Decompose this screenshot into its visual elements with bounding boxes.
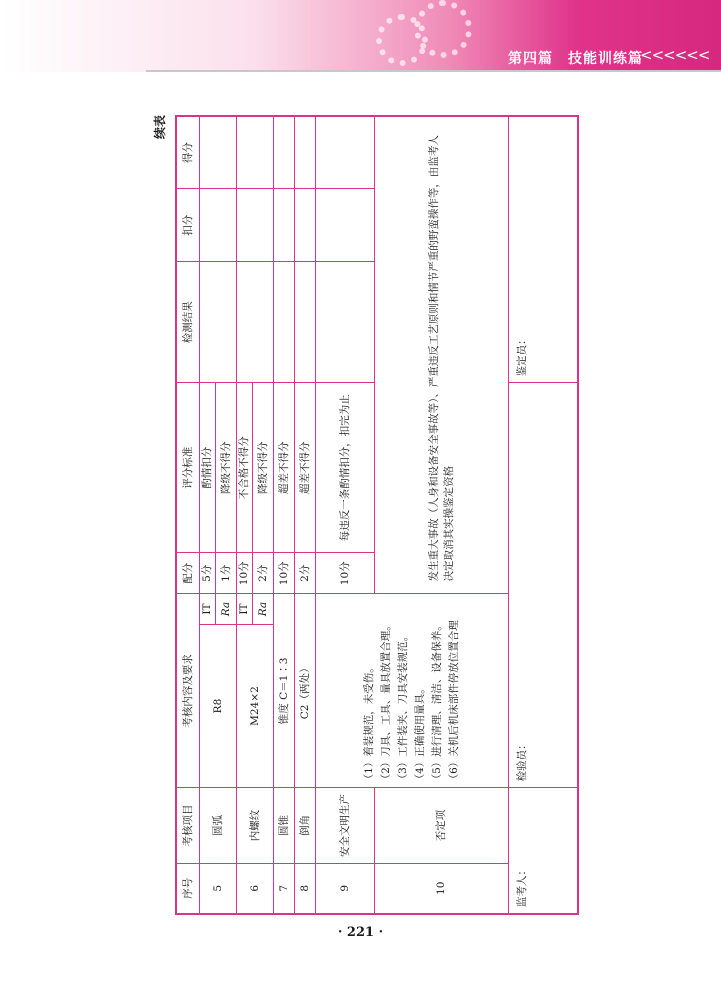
header-divider — [146, 70, 721, 72]
requirement: C2（两处） — [295, 594, 316, 788]
deduction-cell — [316, 189, 375, 262]
score: 2分 — [295, 553, 316, 594]
result-cell — [274, 262, 295, 383]
page-number: · 221 · — [337, 925, 384, 940]
header-cell: 考核项目 — [176, 788, 200, 863]
header-cell: 得分 — [176, 116, 200, 189]
requirement: R8 — [200, 624, 237, 788]
points-cell — [316, 116, 375, 189]
score: 2分 — [253, 553, 274, 594]
header-cell: 检测结果 — [176, 262, 200, 383]
score: 1分 — [216, 553, 237, 594]
header-cell: 扣分 — [176, 189, 200, 262]
score: 10分 — [274, 553, 295, 594]
deduction-cell — [200, 189, 237, 262]
criteria: 降级不得分 — [253, 383, 274, 553]
list-item: （1）着装规范，未受伤。 — [363, 662, 375, 785]
rotated-table-block — [153, 115, 530, 915]
item-name: 倒角 — [295, 788, 316, 863]
table-row — [375, 116, 509, 914]
header-cell: 评分标准 — [176, 383, 200, 553]
row-number: 7 — [274, 863, 295, 914]
result-cell — [237, 262, 274, 383]
continued-label: 续表 — [153, 115, 167, 140]
result-cell — [295, 262, 316, 383]
gear-decoration-icon — [414, 0, 472, 58]
deduction-cell — [237, 189, 274, 262]
list-item: （2）刀具、工具、量具放置合理。 — [380, 620, 392, 785]
table-header-row — [176, 116, 200, 914]
invigilator-signature: 监考人： — [509, 788, 579, 914]
row-number: 8 — [295, 863, 316, 914]
deduction-cell — [274, 189, 295, 262]
list-item: （3）工件装夹、刀具安装规范。 — [397, 630, 409, 785]
table-row — [316, 116, 375, 914]
criteria: 超差不得分 — [295, 383, 316, 553]
assessment-table — [175, 115, 579, 915]
chevron-decoration-icon: <<<<<< — [640, 46, 710, 64]
appraiser-signature: 鉴定员： — [509, 116, 579, 383]
header-cell: 考核内容及要求 — [176, 594, 200, 788]
veto-description: 发生重大事故（人身和设备安全事故等）、严重违反工艺原则和情节严重的野蛮操作等，由监考人决定取消其实操鉴定资格 — [375, 116, 509, 594]
row-number: 5 — [200, 863, 237, 914]
table-row — [237, 116, 253, 914]
roughness-label: Ra — [253, 594, 274, 624]
criteria: 酌情扣分 — [200, 383, 216, 553]
score: 10分 — [316, 553, 375, 594]
row-number: 10 — [375, 863, 509, 914]
criteria: 降级不得分 — [216, 383, 237, 553]
score: 5分 — [200, 553, 216, 594]
result-cell — [316, 262, 375, 383]
row-number: 6 — [237, 863, 274, 914]
tolerance-label: IT — [237, 594, 253, 624]
safety-requirements — [316, 594, 509, 788]
item-name: 圆锥 — [274, 788, 295, 863]
points-cell — [237, 116, 274, 189]
header-cell: 序号 — [176, 863, 200, 914]
criteria: 超差不得分 — [274, 383, 295, 553]
requirement: M24×2 — [237, 624, 274, 788]
item-name: 内螺纹 — [237, 788, 274, 863]
chapter-title: 第四篇 技能训练篇 — [508, 51, 643, 67]
table-row — [295, 116, 316, 914]
deduction-cell — [295, 189, 316, 262]
item-name: 圆弧 — [200, 788, 237, 863]
header-cell: 配分 — [176, 553, 200, 594]
roughness-label: Ra — [216, 594, 237, 624]
requirement: 锥度 C＝1∶3 — [274, 594, 295, 788]
criteria: 不合格不得分 — [237, 383, 253, 553]
table-row — [200, 116, 216, 914]
item-name: 否定项 — [375, 788, 509, 863]
points-cell — [274, 116, 295, 189]
criteria: 每违反一条酌情扣分，扣完为止 — [316, 383, 375, 553]
score: 10分 — [237, 553, 253, 594]
points-cell — [200, 116, 237, 189]
chapter-header-banner — [0, 0, 721, 72]
inspector-signature: 检验员： — [509, 383, 579, 788]
signature-row — [509, 116, 579, 914]
result-cell — [200, 262, 237, 383]
table-row — [274, 116, 295, 914]
list-item: （6）关机后机床部件停放位置合理 — [448, 620, 460, 785]
item-name: 安全文明生产 — [316, 788, 375, 863]
list-item: （5）进行清理、清洁、设备保养。 — [431, 620, 443, 785]
tolerance-label: IT — [200, 594, 216, 624]
list-item: （4）正确使用量具。 — [414, 683, 426, 785]
row-number: 9 — [316, 863, 375, 914]
points-cell — [295, 116, 316, 189]
